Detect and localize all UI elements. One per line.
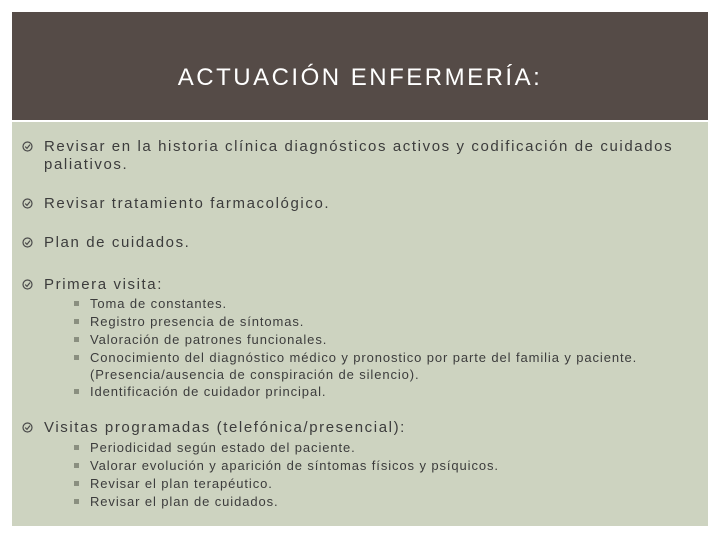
bullet-text: Revisar en la historia clínica diagnósticos activos y codificación de cuidados paliativos.: [44, 138, 674, 173]
bullet-item: [44, 234, 684, 252]
square-bullet-icon: [74, 389, 79, 394]
sub-item-text: Toma de constantes.: [90, 296, 228, 311]
square-bullet-icon: [74, 481, 79, 486]
square-bullet-icon: [74, 463, 79, 468]
circle-bullet-icon: [22, 141, 33, 152]
square-bullet-icon: [74, 499, 79, 504]
slide-title: ACTUACIÓN ENFERMERÍA:: [177, 64, 543, 91]
content-panel: [12, 122, 708, 526]
title-bar: [12, 12, 708, 120]
bullet-text: Visitas programadas (telefónica/presencial):: [44, 419, 406, 436]
bullet-text: Revisar tratamiento farmacológico.: [44, 195, 331, 212]
square-bullet-icon: [74, 355, 79, 360]
sub-item: [90, 493, 670, 510]
sub-item-text: Revisar el plan de cuidados.: [90, 494, 279, 509]
bullet-item: [44, 138, 684, 174]
sub-item: [90, 313, 670, 330]
bullet-item: [44, 276, 684, 294]
sub-item: [90, 457, 670, 474]
sub-item-text: Revisar el plan terapéutico.: [90, 476, 273, 491]
circle-bullet-icon: [22, 279, 33, 290]
circle-bullet-icon: [22, 237, 33, 248]
circle-bullet-icon: [22, 422, 33, 433]
bullet-item: [44, 419, 684, 437]
bullet-text: Plan de cuidados.: [44, 234, 191, 251]
sub-item-text: Registro presencia de síntomas.: [90, 314, 305, 329]
sub-item-text: Valorar evolución y aparición de síntomas físicos y psíquicos.: [90, 458, 499, 473]
circle-bullet-icon: [22, 198, 33, 209]
square-bullet-icon: [74, 319, 79, 324]
sub-item: [90, 331, 670, 348]
sub-item-text: Conocimiento del diagnóstico médico y pronostico por parte del familia y paciente. (Presencia/ausencia de conspiración de silencio).: [90, 350, 638, 382]
square-bullet-icon: [74, 337, 79, 342]
sub-item: [90, 295, 670, 312]
sub-item-text: Valoración de patrones funcionales.: [90, 332, 328, 347]
sub-item: [90, 439, 670, 456]
sub-item-text: Identificación de cuidador principal.: [90, 384, 327, 399]
sub-item: [90, 383, 670, 400]
square-bullet-icon: [74, 445, 79, 450]
sub-item: [90, 475, 670, 492]
square-bullet-icon: [74, 301, 79, 306]
sub-item-text: Periodicidad según estado del paciente.: [90, 440, 356, 455]
sub-item: [90, 349, 670, 383]
bullet-text: Primera visita:: [44, 276, 164, 293]
bullet-item: [44, 195, 684, 213]
